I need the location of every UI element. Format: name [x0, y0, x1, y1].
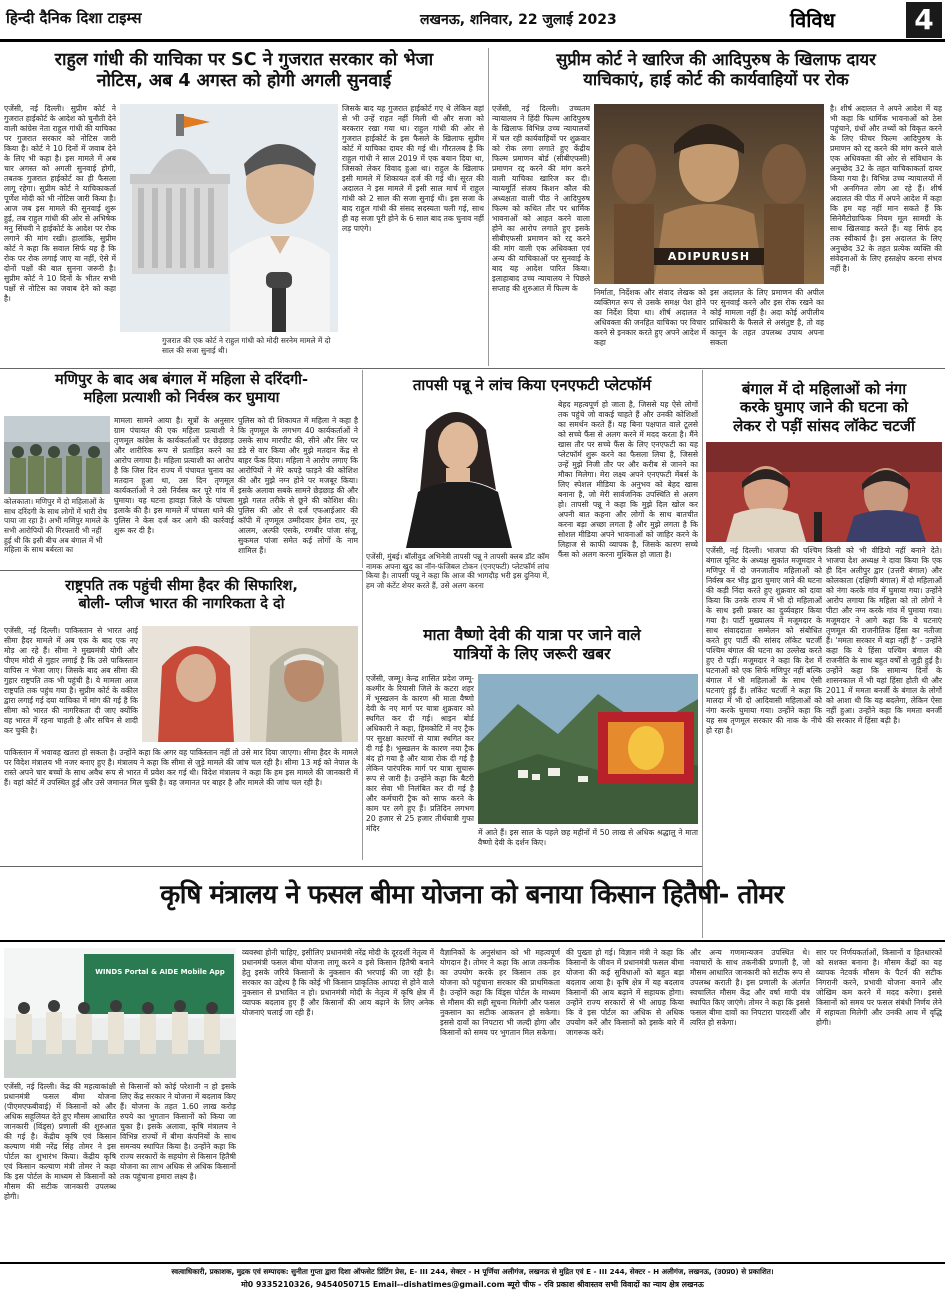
taapsee-caption: एजेंसी, मुंबई। बॉलीवुड अभिनेत्री तापसी पन्नू ने तापसी क्लब डॉट कॉम नामक अपना खुद का नॉन-फंजिबल टोकन (एनएफटी) प्लेटफॉर्म लांच किया है। तापसी पन्नू ने कहा कि आज की भागदौड़ भरी इस दुनिया में, हम जो कंटेंट शेयर करते हैं, उसे अलग करना — [366, 552, 550, 590]
rahul-photo — [120, 104, 338, 332]
adipurush-text-col2: निर्माता, निर्देशक और संवाद लेखक को व्यक्तिगत रूप से उसके समक्ष पेश होने का निर्देश दिया था। शीर्ष अदालत ने अधिवक्ता की जनहित याचिका पर विचार करने से इनकार करते हुए अपने आदेश में कहा — [594, 288, 706, 348]
krishi-text-col4: वैज्ञानिकों के अनुसंधान को भी महत्वपूर्ण योगदान है। तोमर ने कहा कि आज तकनीक का उपयोग करके हर किसान तक हर योजना को पहुंचाना सरकार की प्राथमिकता है। उन्होंने कहा कि विंड्स पोर्टल के माध्यम से मौसम की सही सूचना मिलेगी और फसल नुकसान का सटीक आकलन हो सकेगा। इससे दावों का निपटारा भी जल्दी होगा और किसानों को समय पर भुगतान मिल सकेगा। — [440, 948, 560, 1038]
imprint-line2: मो0 9335210326, 9454050715 Email--dishatimes@gmail.com ब्यूरो चीफ - रवि प्रकाश श्रीवास्तव सभी विवादों का न्याय क्षेत्र लखनऊ — [241, 1280, 704, 1289]
manipur-photo-caption: कोलकाता। मणिपुर में दो महिलाओं के साथ दरिंदगी के साथ लोगों में भारी रोष पाया जा रहा है। अभी मणिपुर मामले के सभी आरोपियों की गिरफ्तारी भी नहीं हुई थी कि इसी बीच अब बंगाल में भी महिला के साथ बर्बरता का — [4, 497, 109, 555]
rahul-headline — [4, 50, 484, 93]
rahul-headline-line2: नोटिस, अब 4 अगस्त को होगी अगली सुनवाई — [96, 71, 392, 92]
vaishno-headline-line2: यात्रियों के लिए जरूरी खबर — [453, 644, 611, 663]
krishi-text-col7: सार पर निर्णयकर्ताओं, किसानों व हितधारकों को सशक्त बनाना है। मौसम केंद्रों का यह व्यापक नेटवर्क मौसम के पैटर्न की सटीक निगरानी करने, प्रभावी योजना बनाने और जोखिम कम करने में मदद करेगा। इससे किसानों को समय पर फसल संबंधी निर्णय लेने में सहायता मिलेगी और उनकी आय में वृद्धि होगी। — [816, 948, 942, 1028]
bengal-text-col2: किसी को भी वीडियो नहीं बनाने देते। भाजपा देश अध्यक्ष ने दावा किया कि एक ही दिन अलीपुर द्वार (उत्तरी बंगाल) और कोलकाता (दक्षिणी बंगाल) में दो महिलाओं को नंगा करके गांव में घुमाया गया। उन्होंने आरोप लगाया कि महिला को तो लोगों ने पीटा और नग्न करके गांव में घुमाया गया। मजूमदार ने आगे कहा कि ये घटनाएं तृणमूल की राजनीतिक हिंसा का नतीजा हैं। 'ममता सरकार में बड़ा नहीं है' - उन्होंने कहा कि ये हिंसा पश्चिम बंगाल की राजनीति के साथ बहुत वर्षों से जुड़ी हुई है। उन्होंने कहा कि सामान्य दिनों के शासनकाल में भी यहां हिंसा होती थी और 2011 में ममता बनर्जी के बंगाल के लोगों को आशा थी कि यह बदलेगा, लेकिन ऐसा नहीं हुआ। उन्होंने कहा कि ममता बनर्जी की सरकार में हिंसा बढ़ी है। — [826, 546, 942, 726]
manipur-text-col3: पुलिस को दी शिकायत में महिला ने कहा है कि तृणमूल के लगभग 40 कार्यकर्ताओं ने उसके साथ मारपीट की, सीने और सिर पर डंडे से वार किया और मुझे मतदान केंद्र से बाहर फेंक दिया। महिला ने आरोप लगाए कि आरोपियों ने मेरे कपड़े फाड़ने की कोशिश की और मुझे नग्न होने पर मजबूर किया। इसके अलावा सबके सामने छेड़छाड़ की और मुझे गलत तरीके से छूने की कोशिश की। पुलिस की ओर से दर्ज एफआईआर की कॉपी में तृणमूल उम्मीदवार हेमंत राय, नूर आलम, अल्फी एसके, रणबीर पांजा संजू, सुकमल पांजा समेत कई लोगों के नाम शामिल हैं। — [238, 416, 358, 556]
krishi-text-col6: और अन्य गणमान्यजन उपस्थित थे। नवाचारों के साथ तकनीकी प्रणाली है, जो मौसम आधारित जानकारी को सटीक रूप से उपलब्ध कराती है। इस प्रणाली के अंतर्गत स्वचालित मौसम केंद्र और वर्षा मापी यंत्र स्थापित किए जाएंगे। तोमर ने कहा कि इससे फसल बीमा दावों का निपटारा पारदर्शी और त्वरित हो सकेगा। — [690, 948, 810, 1028]
taapsee-photo-art — [366, 400, 554, 548]
krishi-text-col1: एजेंसी, नई दिल्ली। केंद्र की महत्वाकांक्षी प्रधानमंत्री फसल बीमा योजना (पीएमएफबीवाई) में किसानों को और अधिक सहूलियत देते हुए मौसम आधारित जानकारी (विंड्स) प्रणाली की शुरुआत की गई है। केंद्रीय कृषि एवं किसान कल्याण मंत्री नरेंद्र सिंह तोमर ने इस पोर्टल का शुभारंभ किया। केंद्रीय कृषि एवं किसान कल्याण मंत्री तोमर ने कहा कि इस पोर्टल के माध्यम से किसानों को मौसम की सटीक जानकारी उपलब्ध होगी। — [4, 1082, 116, 1202]
page-number: 4 — [906, 2, 942, 38]
bengal-headline-line3: लेकर रो पड़ीं सांसद लॉकेट चटर्जी — [733, 416, 915, 435]
seema-text-col2: पाकिस्तान में भवावह खतरा हो सकता है। उन्होंने कहा कि अगर वह पाकिस्तान नहीं तो उसे मार दिया जाएगा। सीमा हैदर के मामले पर विदेश मंत्रालय भी नजर बनाए हुए है। मंत्रालय ने कहा कि सीमा से जुड़े मामले की जांच चल रही है। सीमा 13 मई को नेपाल के रास्ते अपने चार बच्चों के साथ अवैध रूप से भारत में प्रवेश कर गई थी। विदेश मंत्रालय ने कहा कि हम इस मामले की जानकारी में हैं। वहां कोर्ट में उपस्थित हुई और उसे जमानत मिल चुकी है। वह जमानत पर बाहर है और मामले की जांच चल रही है। — [4, 748, 358, 788]
rahul-photo-art — [120, 104, 338, 332]
taapsee-photo — [366, 400, 554, 548]
seema-photo — [142, 626, 358, 742]
section-divider — [0, 866, 702, 867]
manipur-headline-line2: महिला प्रत्याशी को निर्वस्त्र कर घुमाया — [83, 389, 280, 406]
rahul-headline-line1: राहुल गांधी की याचिका पर SC ने गुजरात सरकार को भेजा — [54, 50, 434, 70]
adipurush-text-col1: एजेंसी, नई दिल्ली। उच्चतम न्यायालय ने हिंदी फिल्म आदिपुरुष के खिलाफ विभिन्न उच्च न्यायालयों में चल रही कार्यवाहियों पर शुक्रवार को रोक लगा लगाते हुए केंद्रीय फिल्म प्रमाणन बोर्ड (सीबीएफसी) प्रमाणन रद्द करने की मांग करने वाली याचिका खारिज कर दी। न्यायमूर्ति संजय किशन कौल की अध्यक्षता वाली पीठ ने आदिपुरुष फिल्म को कथित तौर पर धार्मिक भावनाओं को आहत करने वाला होने का आरोप लगाते हुए इसके सीबीएफसी प्रमाणन को रद्द करने की मांग वाली एक अधिवक्ता एवं अन्य की याचिकाओं पर सुनवाई के बाद यह आदेश पारित किया। इलाहाबाद उच्च न्यायालय ने पिछले सप्ताह की शुरुआत में फिल्म के — [492, 104, 590, 294]
seema-text-col1: एजेंसी, नई दिल्ली। पाकिस्तान से भारत आई सीमा हैदर मामले में अब एक के बाद एक नए मोड़ आ रहे हैं। सीमा ने मुख्यमंत्री योगी और पीएम मोदी से गुहार लगाई है कि उसे पाकिस्तान वापिस न भेजा जाए। जिसके बाद अब सीमा की गुहार राष्ट्रपति तक भी पहुंची है। ये मामला आज राष्ट्रपति तक पहुंच गया है। सुप्रीम कोर्ट के वकील द्वारा लगाई गई दया याचिका में मांग की गई है कि सीमा को भारत की नागरिकता दी जाए क्योंकि वह भारत में रहना चाहती है और सचिन से शादी कर चुकी है। — [4, 626, 138, 736]
taapsee-headline: तापसी पन्नू ने लांच किया एनएफटी प्लेटफॉर्म — [412, 376, 652, 394]
seema-headline — [4, 578, 359, 613]
adipurush-poster-title: ADIPURUSH — [654, 248, 764, 265]
manipur-text-col2: मामला सामने आया है। सूत्रों के अनुसार ग्राम पंचायत की एक महिला प्रत्याशी ने तृणमूल कांग्रेस के कार्यकर्ताओं पर छेड़छाड़ और शारीरिक रूप से प्रताड़ित करने का आरोप लगाया है। महिला प्रत्याशी का आरोप है कि जिस दिन राज्य में पंचायत चुनाव का मतदान हुआ था, उस दिन तृणमूल कार्यकर्ताओं ने उसे निर्वस्त्र कर पूरे गांव में घुमाया। यह घटना हावड़ा जिले के पांचला इलाके की है। इस मामले में पांचला थाने की पुलिस ने केस दर्ज कर आगे की कार्रवाई शुरू कर दी है। — [114, 416, 234, 536]
krishi-banner-text: WINDS Portal & AIDE Mobile App — [95, 968, 225, 976]
rahul-text-col1: एजेंसी, नई दिल्ली। सुप्रीम कोर्ट ने गुजरात हाईकोर्ट के आदेश को चुनौती देने वाली कांग्रेस नेता राहुल गांधी की याचिका पर गुजरात सरकार को नोटिस जारी किया है। कोर्ट ने 10 दिनों में जवाब देने के लिए भी कहा है। इस मामले में अब चार अगस्त को अगली सुनवाई होगी, तबतक गुजरात हाईकोर्ट का ही फैसला लागू रहेगा। सुप्रीम कोर्ट ने याचिकाकर्ता पूर्णेश मोदी को भी नोटिस जारी किया है। आज जब इस मामले की सुनवाई शुरू हुई, तब राहुल गांधी की ओर से अभिषेक मनु सिंघवी ने हाईकोर्ट के आदेश पर रोक लगाने की मांग रखी। हालांकि, सुप्रीम कोर्ट ने कहा कि सवाल सिर्फ यह है कि रोक पर रोक लगाई जाए या नहीं, ऐसे में दोनों पक्षों की बात सुनना जरूरी है। सुप्रीम कोर्ट ने 10 दिनों के भीतर सभी पक्षों से नोटिस का जवाब देने को कहा है। — [4, 104, 116, 304]
manipur-headline-line1: मणिपुर के बाद अब बंगाल में महिला से दरिंदगी- — [55, 372, 308, 388]
rahul-photo-caption: गुजरात की एक कोर्ट ने राहुल गांधी को मोदी सरनेम मामले में दो साल की सजा सुनाई थी। — [162, 336, 331, 355]
krishi-text-col5: की पुख्ता हो गई। विज्ञान मंत्री ने कहा कि किसानों के जीवन में प्रधानमंत्री फसल बीमा योजना की कई सुविधाओं को बहुत बड़ा बदलाव आया है। कृषि क्षेत्र में यह बदलाव किसानों की आय बढ़ाने में सहायक होगा। उन्होंने राज्य सरकारों से भी आग्रह किया कि वे इस पोर्टल का अधिक से अधिक उपयोग करें और किसानों को इसके बारे में जागरूक करें। — [566, 948, 684, 1038]
bengal-text-col1: एजेंसी, नई दिल्ली। भाजपा की पश्चिम बंगाल यूनिट के अध्यक्ष सुकांत मजूमदार ने मणिपुर में दो जनजातीय महिलाओं को निर्वस्त्र कर भीड़ द्वारा घुमाए जाने की घटना की कड़ी निंदा करते हुए शुक्रवार को दावा किया कि उनके राज्य में भी दो महिलाओं के साथ इसी प्रकार का दुर्व्यवहार किया गया है। पार्टी मुख्यालय में मजूमदार के साथ संवाददाता सम्मेलन को संबोधित करते हुए पार्टी की सांसद लॉकेट चटर्जी पश्चिम बंगाल की घटना का उल्लेख करते हुए रो पड़ीं। मजूमदार ने कहा कि देश में घटनाओं को एक सिर्फ मणिपुर नहीं बल्कि बंगाल में भी महिलाओं के साथ ऐसी घटनाएं हुई हैं। लॉकेट चटर्जी ने कहा कि मालदा में भी दो आदिवासी महिलाओं को नंगा करके घुमाया गया। उन्होंने कहा कि यह सब तृणमूल सरकार की नाक के नीचे हो रहा है। — [706, 546, 822, 736]
adipurush-headline-line2: याचिकाएं, हाई कोर्ट की कार्यवाहियों पर रोक — [583, 70, 849, 90]
vaishno-text-col2: में आते हैं। इस साल के पहले छह महीनों में 50 लाख से अधिक श्रद्धालु ने माता वैष्णो देवी के दर्शन किए। — [478, 828, 698, 848]
section-title: विविध — [790, 8, 835, 32]
masthead — [0, 0, 945, 42]
seema-headline-line1: राष्ट्रपति तक पहुंची सीमा हैदर की सिफारिश, — [65, 578, 298, 594]
krishi-text-col2: से किसानों को कोई परेशानी न हो इसके लिए केंद्र सरकार ने योजना में बदलाव किए हैं। योजना के तहत 1.60 लाख करोड़ रुपये का भुगतान किसानों को किया जा चुका है। इसके अलावा, कृषि मंत्रालय ने विभिन्न राज्यों में बीमा कंपनियों के साथ समन्वय स्थापित किया है। उन्होंने कहा कि राज्य सरकारों के सहयोग से किसान हितैषी योजना का लाभ अधिक से अधिक किसानों तक पहुंचाना हमारा लक्ष्य है। — [120, 1082, 236, 1182]
column-divider — [702, 370, 703, 938]
rahul-text-col2: जिसके बाद यह गुजरात हाईकोर्ट गए थे लेकिन वहां से भी उन्हें राहत नहीं मिली थी और सजा को बरकरार रखा गया था। राहुल गांधी की ओर से गुजरात हाईकोर्ट के इस फैसले के खिलाफ सुप्रीम कोर्ट में याचिका दायर की गई थी। गौरतलब है कि राहुल गांधी ने साल 2019 में एक बयान दिया था, जिसको लेकर विवाद हुआ था। राहुल के खिलाफ इसी मामले में शिकायत दर्ज की गई थी। सूरत की अदालत ने इस मामले में इसी साल मार्च में राहुल गांधी को 2 साल की सजा सुनाई थी। इस सजा के बाद राहुल गांधी की संसद सदस्यता चली गई, साथ ही वह सजा पूरी होने के 6 साल बाद तक चुनाव नहीं लड़ पाएंगे। — [342, 104, 484, 234]
krishi-text-col3: व्यवस्था होनी चाहिए, इसीलिए प्रधानमंत्री नरेंद्र मोदी के दूरदर्शी नेतृत्व में प्रधानमंत्री फसल बीमा योजना लागू करने व इसे किसान हितैषी बनाने हेतु इसके जरिये किसानों के नुकसान की भरपाई की जा रही है। सरकार का उद्देश्य है कि कोई भी किसान प्राकृतिक आपदा से होने वाले नुकसान से प्रभावित न हो। प्रधानमंत्री मोदी के नेतृत्व में कृषि क्षेत्र में व्यापक बदलाव हुए हैं और किसानों की आय बढ़ाने के लिए अनेक योजनाएं चलाई जा रही हैं। — [242, 948, 434, 1018]
vaishno-photo — [478, 674, 698, 824]
krishi-headline: कृषि मंत्रालय ने फसल बीमा योजना को बनाया किसान हितैषी- तोमर — [160, 880, 784, 910]
newspaper-name: हिन्दी दैनिक दिशा टाइम्स — [6, 9, 142, 27]
vaishno-headline — [366, 626, 698, 664]
bengal-headline — [706, 380, 942, 435]
vaishno-headline-line1: माता वैष्णो देवी की यात्रा पर जाने वाले — [423, 626, 641, 644]
section-divider — [0, 368, 945, 369]
adipurush-headline — [492, 50, 940, 90]
adipurush-text-col4: है। शीर्ष अदालत ने अपने आदेश में यह भी कहा कि धार्मिक भावनाओं को ठेस पहुंचाने, ग्रंथों और तथ्यों को विकृत करने के लिए फीचर फिल्म आदिपुरुष के प्रमाणन को रद्द करने की मांग करने वाले एक अधिवक्ता की ओर से संविधान के अनुच्छेद 32 के तहत याचिकाकर्ता दायर किया गया है। विभिन्न उच्च न्यायालयों में भी अनगिनत लोग आ रहे हैं। शीर्ष अदालत की पीठ में अपने आदेश में कहा कि हम यह नहीं मान सकते हैं कि सिनेमैटोग्राफिक नियम मूल सामग्री के साथ खिलवाड़ करते हैं। यह सिर्फ हद तक स्वीकार्य है। इस अदालत के लिए अनुच्छेद 32 के तहत प्रत्येक व्यक्ति की संवेदनाओं के लिए हस्तक्षेप करना संभव नहीं है। — [830, 104, 942, 274]
bengal-photo — [706, 442, 942, 542]
krishi-event-photo — [4, 948, 236, 1078]
column-divider — [362, 570, 363, 860]
section-divider — [0, 940, 945, 942]
vaishno-photo-art — [478, 674, 698, 824]
imprint-footer — [0, 1262, 945, 1295]
bengal-headline-line1: बंगाल में दो महिलाओं को नंगा — [741, 380, 907, 398]
edition-date: लखनऊ, शनिवार, 22 जुलाई 2023 — [420, 12, 617, 28]
imprint-line1: स्वत्वाधिकारी, प्रकाशक, मुद्रक एवं सम्पादक: सुनीता गुप्ता द्वारा दिशा ऑफसेट प्रिंटिंग प्रेस, E- III 244, सेक्टर - H पूर्णिया अलीगंज, लखनऊ से मुद्रित एवं E - III 244, सेक्टर - H अलीगंज, लखनऊ, (उ0प्र0) से प्रकाशित। — [171, 1267, 774, 1276]
seema-headline-line2: बोली- प्लीज भारत की नागरिकता दे दो — [78, 595, 285, 612]
adipurush-headline-line1: सुप्रीम कोर्ट ने खारिज की आदिपुरुष के खिलाफ दायर — [556, 50, 876, 69]
manipur-headline — [4, 372, 359, 407]
section-divider — [0, 570, 362, 571]
taapsee-text-col2: बेहद महत्वपूर्ण हो जाता है, जिससे यह ऐसे लोगों तक पहुंचे जो वाकई चाहते हैं और उनकी कोशिशों का समर्थन करते हैं। यह बिना पक्षपात वाले टूलसे को सच्चे फैंस से अलग करने में मदद करता है। मैंने खास तौर पर सच्चे फैंस के लिए एनएफटी का यह प्लेटफॉर्म शुरू करने का फैसला लिया है, जिससे उन्हें मुझे निजी तौर पर और करीब से जानने का मौका मिलेगा। मेरा लक्ष्य अपने एनएफटी मेंबर्स के लिए स्पेशल मीडिया के अनुभव को बेहद खास बनाना है, जो मेरी सार्वजनिक उपस्थिति से अलग हो। तापसी पन्नू ने कहा कि मुझे दिल खोल कर अपनी बात कहना और लोगों के साथ बातचीत करना बड़ा अच्छा लगता है और मुझे लगता है कि सोशल मीडिया अपने भावनाओं को जाहिर करने के लिहाज से काफी व्यापक है, जिसके कारण सच्चे फैंस को अलग करना मुश्किल हो जाता है। — [558, 400, 698, 560]
bengal-photo-art — [706, 442, 942, 542]
column-divider — [362, 370, 363, 568]
adipurush-poster — [594, 104, 824, 284]
manipur-photo-art — [4, 416, 110, 494]
adipurush-text-col3: इस अदालत के लिए प्रमाणन की अपील पर सुनवाई करने और इस रोक रखने का कोई मामला नहीं है। अदा कोई अपीलीय प्राधिकारी के फैसले से असंतुष्ट है, तो वह कानून के तहत उपलब्ध उपाय अपना सकता — [710, 288, 824, 348]
vaishno-text-col1: एजेंसी, जम्मू। केन्द्र शासित प्रदेश जम्मू-कश्मीर के रियासी जिले के कटरा शहर में भूस्खलन के कारण श्री माता वैष्णो देवी के नए मार्ग पर यात्रा शुक्रवार को स्थगित कर दी गई। श्राइन बोर्ड अधिकारी ने कहा, हिमकोटि में नए ट्रैक पर सुरक्षा कारणों से यात्रा स्थगित कर दी गई है। भूस्खलन के कारण नया ट्रैक बंद हो गया है और यात्रा रोक दी गई है लेकिन पारंपरिक मार्ग पर यात्रा सुचारू रूप से जारी है। उन्होंने कहा कि बैटरी कार सेवा भी निलंबित कर दी गई है और कर्मचारी ट्रैक को साफ करने के काम पर लगे हुए हैं। प्रतिदिन लगभग 20 हजार से 25 हजार तीर्थयात्री गुफा मंदिर — [366, 674, 474, 834]
column-divider — [488, 48, 489, 366]
bengal-headline-line2: करके घुमाए जाने की घटना को — [739, 398, 909, 417]
manipur-protest-photo — [4, 416, 110, 494]
seema-photo-art — [142, 626, 358, 742]
